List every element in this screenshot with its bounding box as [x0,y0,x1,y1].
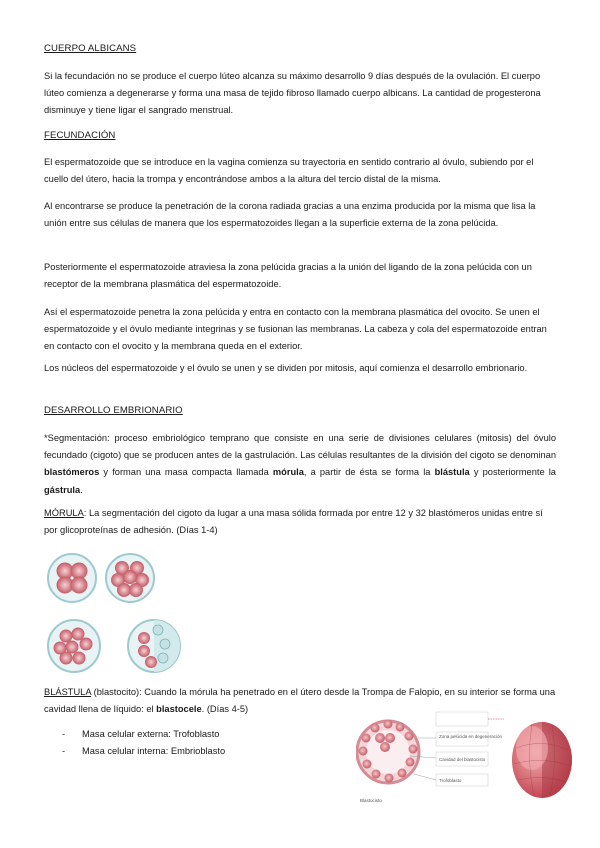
label-cavidad: Cavidad del blastocisto [439,757,486,762]
label-zona-pelucida: Zona pelúcida en degeneración [439,734,503,739]
blastula-label: BLÁSTULA [44,687,92,697]
paragraph-morula: MÓRULA: La segmentación del cigoto da lugar a una masa sólida formada por entre 12 y 32 blastómeros unidas entre sí por glicoproteínas de adhesión. (Días 1-4) [44,508,543,536]
paragraph-segmentacion: *Segmentación: proceso embriológico temprano que consiste en una serie de divisiones celulares (mitosis) del óvulo fecundado (cigoto) que se producen antes de la gastrulación. Las células resultantes de la división del cigoto se denominan blastómeros y forman una masa compacta llamada mórula, a partir de ésta se forma la blástula y posteriormente la gástrula. [44,433,556,495]
morula-stage [48,620,100,672]
caption-blastocisto: Blastocisto [360,798,382,803]
label-trofoblasto: Trofoblasto [439,778,462,783]
heading-fecundacion: FECUNDACIÓN [44,130,116,141]
morula-section [128,620,180,672]
paragraph-fecundacion-2: Al encontrarse se produce la penetración de la corona radiada gracias a una enzima producida por la misma que lisa la unión entre sus células de manera que los espermatozoides llegan a la superficie externa de la zona pelúcida. [44,201,536,229]
paragraph-fecundacion-1: El espermatozoide que se introduce en la vagina comienza su trayectoria en sentido contrario al óvulo, subiendo por el cuello del útero, hacia la trompa y encontrándose ambos a la altura del tercio distal de la misma. [44,157,534,185]
paragraph-blastula: BLÁSTULA (blastocito): Cuando la mórula ha penetrado en el útero desde la Trompa de Falopio, en su interior se forma una cavidad llena de líquido: el blastocele. (Días 4-5) [44,687,556,715]
bullet-list [62,726,225,760]
morula-illustration [44,550,188,676]
morula-label: MÓRULA [44,508,84,518]
blastocyst-illustration [356,708,580,804]
bullet-item: - Masa celular interna: Embrioblasto [62,746,226,756]
blastocyst-labels [410,712,504,786]
paragraph-cuerpo-albicans: Si la fecundación no se produce el cuerpo lúteo alcanza su máximo desarrollo 9 días después de la ovulación. El cuerpo lúteo comienza a degenerarse y forma una masa de tejido fibroso llamado cuerpo albicans. La cantidad de progesterona disminuye y tiene ligar el sangrado menstrual. [44,71,541,116]
heading-desarrollo-embrionario: DESARROLLO EMBRIONARIO [44,405,183,416]
heading-cuerpo-albicans: CUERPO ALBICANS [44,43,137,54]
blastocyst-3d [512,722,572,798]
four-cell-stage [48,554,96,602]
paragraph-fecundacion-4: Así el espermatozoide penetra la zona pelúcida y entra en contacto con la membrana plasmática del ovocito. Se unen el espermatozoide y el óvulo mediante integrinas y se fusionan las membranas. La cabeza y cola del espermatozoide entran en contacto con el ovocito y la membrana queda en el exterior. [44,307,547,352]
eight-cell-stage [106,554,154,602]
paragraph-fecundacion-5: Los núcleos del espermatozoide y el óvulo se unen y se dividen por mitosis, aquí comienza el desarrollo embrionario. [44,363,528,373]
blastocyst-section [357,720,419,804]
paragraph-fecundacion-3: Posteriormente el espermatozoide atraviesa la zona pelúcida gracias a la unión del ligando de la zona pelúcida con un receptor de la membrana plasmática del espermatozoide. [44,262,532,290]
bullet-item: - Masa celular externa: Trofoblasto [62,729,220,739]
